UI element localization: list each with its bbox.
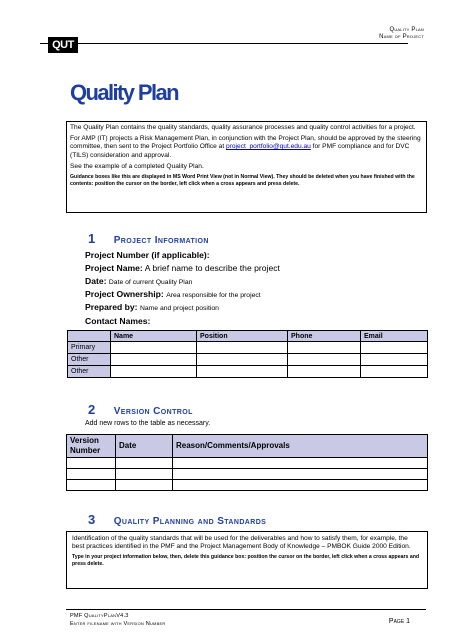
header-project-name: Name of Project bbox=[379, 34, 424, 40]
ownership-label: Project Ownership: bbox=[85, 289, 164, 299]
ownership-value: Area responsible for the project bbox=[166, 292, 261, 299]
intro-p2-end: for PMF compliance and for DVC (TILS) consideration and approval. bbox=[70, 143, 410, 159]
footer-filename bbox=[70, 612, 165, 628]
qut-logo: QUT bbox=[48, 37, 78, 53]
table-cell[interactable] bbox=[111, 366, 197, 378]
version-note: Add new rows to the table as necessary. bbox=[85, 420, 211, 427]
project-number-label: Project Number (if applicable): bbox=[85, 250, 210, 260]
table-cell[interactable] bbox=[361, 342, 428, 354]
project-number-line[interactable] bbox=[85, 250, 210, 261]
table-row bbox=[67, 458, 428, 469]
project-name-label: Project Name: bbox=[85, 263, 143, 273]
table-row bbox=[67, 469, 428, 480]
running-header bbox=[379, 27, 424, 41]
version-header-number bbox=[67, 435, 116, 458]
prepared-by-line[interactable] bbox=[85, 302, 219, 314]
header-doc-type: Quality Plan bbox=[389, 27, 424, 33]
version-table bbox=[66, 434, 428, 491]
version-header-date: Date bbox=[116, 435, 173, 458]
table-cell[interactable] bbox=[361, 366, 428, 378]
table-cell[interactable] bbox=[288, 354, 361, 366]
contacts-header-blank bbox=[68, 331, 111, 342]
version-header-reason: Reason/Comments/Approvals bbox=[173, 435, 428, 458]
page-title: Quality Plan bbox=[70, 80, 178, 105]
date-value: Date of current Quality Plan bbox=[108, 279, 193, 286]
table-row bbox=[68, 366, 428, 378]
section2-number: 2 bbox=[88, 402, 96, 417]
contact-row-label: Other bbox=[68, 366, 111, 378]
guidance-note: Guidance boxes like this are displayed in MS Word Print View (not in Normal View). They should be deleted when you have finished with the contents: position the cursor on the border, left click when a cross appears and press delete. bbox=[70, 174, 415, 187]
header-rule bbox=[40, 43, 408, 44]
contacts-table bbox=[67, 330, 428, 378]
project-name-value: A brief name to describe the project bbox=[144, 263, 280, 273]
section2-heading bbox=[88, 401, 193, 419]
version-header-row bbox=[67, 435, 428, 458]
table-cell[interactable] bbox=[173, 480, 428, 491]
table-cell[interactable] bbox=[361, 354, 428, 366]
table-cell[interactable] bbox=[173, 469, 428, 480]
intro-paragraph-3: See the example of a completed Quality Plan. bbox=[70, 162, 204, 170]
table-cell[interactable] bbox=[116, 480, 173, 491]
table-row bbox=[67, 480, 428, 491]
intro-guidance-box[interactable] bbox=[66, 121, 427, 213]
section1-heading bbox=[88, 230, 209, 248]
table-cell[interactable] bbox=[288, 342, 361, 354]
table-cell[interactable] bbox=[111, 342, 197, 354]
contacts-header-phone: Phone bbox=[288, 331, 361, 342]
table-cell[interactable] bbox=[116, 458, 173, 469]
footer-rule bbox=[66, 609, 426, 610]
table-cell[interactable] bbox=[67, 480, 116, 491]
quality-standards-guidance: Type in your project information below, then, delete this guidance box: position the cursor on the border, left click when a cross appears and press delete. bbox=[72, 554, 420, 567]
contact-row-label: Primary bbox=[68, 342, 111, 354]
table-cell[interactable] bbox=[111, 354, 197, 366]
intro-p2-start: For AMP (IT) projects a Risk Management Plan, in conjunction with the Project Plan, should be approved by the steering committee, then sent to the Project Portfolio Office at bbox=[70, 135, 421, 151]
table-cell[interactable] bbox=[197, 366, 288, 378]
version-header-line2: Number bbox=[70, 446, 101, 455]
contacts-header-name: Name bbox=[111, 331, 197, 342]
section3-number: 3 bbox=[88, 512, 96, 527]
project-name-line[interactable] bbox=[85, 263, 280, 274]
table-cell[interactable] bbox=[197, 354, 288, 366]
section3-title: Quality Planning and Standards bbox=[113, 516, 267, 527]
prepared-by-label: Prepared by: bbox=[85, 302, 138, 312]
table-cell[interactable] bbox=[67, 469, 116, 480]
section1-title: Project Information bbox=[113, 235, 209, 246]
page-number: Page 1 bbox=[388, 618, 410, 625]
table-cell[interactable] bbox=[197, 342, 288, 354]
portfolio-email-link[interactable]: project_portfolio@qut.edu.au bbox=[226, 143, 311, 151]
date-line[interactable] bbox=[85, 276, 192, 288]
version-header-line1: Version bbox=[70, 436, 99, 445]
table-row bbox=[68, 354, 428, 366]
contacts-header-position: Position bbox=[197, 331, 288, 342]
quality-standards-guidance-box[interactable] bbox=[66, 531, 428, 589]
table-row bbox=[68, 342, 428, 354]
ownership-line[interactable] bbox=[85, 289, 261, 301]
contact-row-label: Other bbox=[68, 354, 111, 366]
prepared-by-value: Name and project position bbox=[139, 305, 219, 312]
quality-standards-text: Identification of the quality standards that will be used for the deliverables and how to satisfy them, for example, the best practices identified in the PMF and the Project Management Body of Knowledge – PMBOK Guide 2000 Edition. bbox=[72, 535, 411, 550]
section3-heading bbox=[88, 511, 266, 529]
intro-paragraph-2 bbox=[70, 135, 423, 160]
contact-names-label: Contact Names: bbox=[85, 316, 151, 326]
table-cell[interactable] bbox=[67, 458, 116, 469]
contacts-header-row bbox=[68, 331, 428, 342]
table-cell[interactable] bbox=[116, 469, 173, 480]
footer-version: PMF QualityPlanV4.3 bbox=[70, 613, 129, 619]
contact-names-line bbox=[85, 316, 150, 327]
section1-number: 1 bbox=[88, 231, 96, 246]
footer-filename-note: Enter filename with Version Number bbox=[70, 621, 166, 627]
table-cell[interactable] bbox=[288, 366, 361, 378]
table-cell[interactable] bbox=[173, 458, 428, 469]
date-label: Date: bbox=[85, 276, 107, 286]
section2-title: Version Control bbox=[113, 406, 193, 417]
contacts-header-email: Email bbox=[361, 331, 428, 342]
intro-paragraph-1: The Quality Plan contains the quality standards, quality assurance processes and quality control activities for a project. bbox=[70, 124, 416, 131]
